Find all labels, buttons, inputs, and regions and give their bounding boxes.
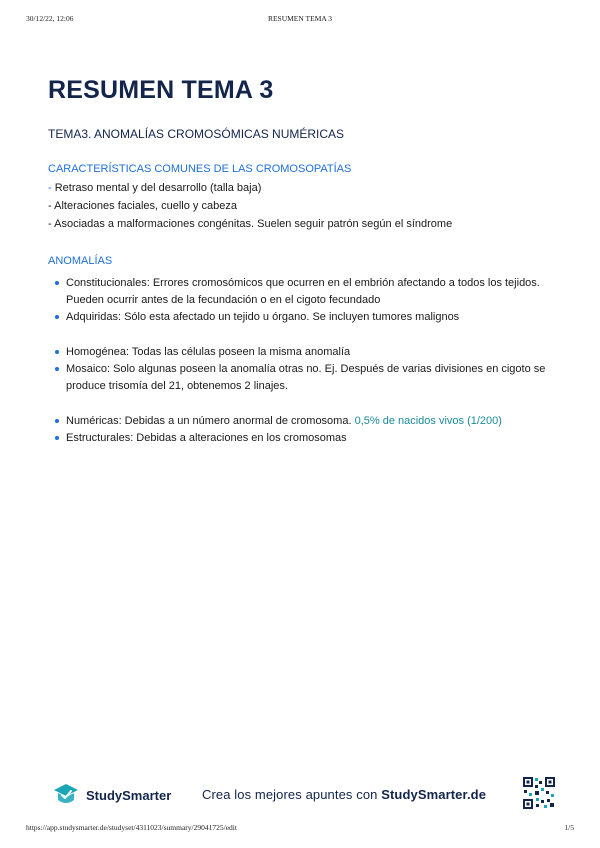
bullet-item: Adquiridas: Sólo esta afectado un tejido u órgano. Se incluyen tumores malignos [48,309,560,326]
bullet-item [48,413,560,430]
cta-text: Crea los mejores apuntes con [202,787,382,802]
qr-code-icon[interactable] [522,776,556,810]
bullet-group-tipo [48,413,560,447]
studysmarter-logo-icon [52,782,80,808]
list-item-text: Alteraciones faciales, cuello y cabeza [51,200,237,212]
brand[interactable] [52,782,171,808]
subtitle: TEMA3. ANOMALÍAS CROMOSÓMICAS NUMÉRICAS [48,127,345,141]
page-number: 1/5 [564,823,574,832]
brand-name: StudySmarter [86,787,172,803]
list-item [48,197,560,215]
list-item [48,215,560,233]
section-heading-anomalias: ANOMALÍAS [48,255,113,267]
numericas-text: Numéricas: Debidas a un número anormal de cromosoma. [66,415,355,427]
document-content [48,76,560,447]
list-item [48,179,560,197]
bullet-group-origen [48,275,560,326]
list-dash: - [48,218,52,230]
bullet-item: Estructurales: Debidas a alteraciones en los cromosomas [48,430,560,447]
list-item-text: Asociadas a malformaciones congénitas. Suelen seguir patrón según el síndrome [51,218,453,230]
list-dash: - [48,182,52,194]
section-heading-caracteristicas: CARACTERÍSTICAS COMUNES DE LAS CROMOSOPATÍAS [48,163,352,175]
list-item-text: Retraso mental y del desarrollo (talla baja) [51,182,262,194]
numericas-highlight: 0,5% de nacidos vivos (1/200) [354,415,502,427]
print-date: 30/12/22, 12:06 [26,14,74,23]
print-title: RESUMEN TEMA 3 [267,14,333,23]
caracteristicas-list [48,179,560,233]
bullet-item: Homogénea: Todas las células poseen la misma anomalía [48,344,560,361]
cta-brand: StudySmarter.de [381,787,487,802]
bullet-item: Mosaico: Solo algunas poseen la anomalía otras no. Ej. Después de varias divisiones en cigoto se produce trisomía del 21, obtenemos 2 linajes. [48,361,560,395]
bullet-item: Constitucionales: Errores cromosómicos que ocurren en el embrión afectando a todos los tejidos. Pueden ocurrir antes de la fecundación o en el cigoto fecundado [48,275,560,309]
list-dash: - [48,200,52,212]
bullet-group-distribucion [48,344,560,395]
cta-link[interactable] [202,787,486,802]
studysmarter-footer [52,774,556,814]
page-url: https://app.studysmarter.de/studyset/4311023/summary/29041725/edit [26,823,237,832]
page-title: RESUMEN TEMA 3 [48,76,274,104]
